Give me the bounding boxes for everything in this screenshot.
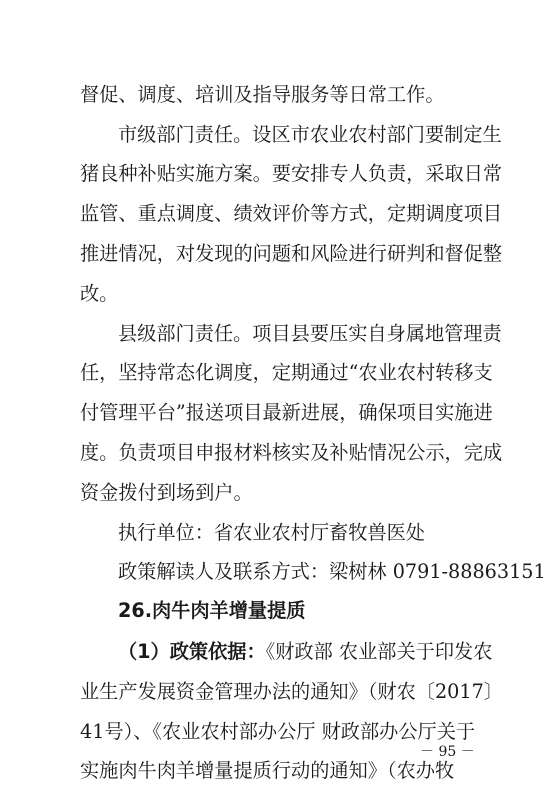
text-line: 度。负责项目申报材料核实及补贴情况公示，完成	[80, 441, 503, 464]
policy-basis-text: 《财政部 农业部关于印发农	[265, 640, 493, 663]
text-line: 县级部门责任。项目县要压实自身属地管理责	[118, 322, 502, 345]
text-line: 监管、重点调度、绩效评价等方式，定期调度项目	[80, 202, 503, 225]
policy-contact: 政策解读人及联系方式：梁树林 0791-88863151	[118, 560, 546, 583]
page-number: － 95 －	[420, 744, 475, 760]
policy-basis-first-line	[118, 641, 559, 663]
policy-basis-label: （1）政策依据：	[118, 640, 266, 663]
text-line: 资金拨付到场到户。	[80, 481, 253, 504]
text-line: 改。	[80, 282, 119, 305]
text-line: 推进情况，对发现的问题和风险进行研判和督促整	[80, 242, 503, 265]
text-line: 猪良种补贴实施方案。要安排专人负责，采取日常	[80, 162, 503, 185]
text-line: 督促、调度、培训及指导服务等日常工作。	[80, 83, 445, 106]
text-line: 41号）、《农业农村部办公厅 财政部办公厅关于	[80, 720, 476, 743]
text-line: 业生产发展资金管理办法的通知》（财农〔2017〕	[80, 680, 503, 703]
executing-unit: 执行单位：省农业农村厅畜牧兽医处	[118, 521, 425, 544]
text-line: 付管理平台”报送项目最新进展，确保项目实施进	[80, 401, 493, 424]
text-line: 任，坚持常态化调度，定期通过“农业农村转移支	[80, 361, 493, 384]
text-line: 实施肉牛肉羊增量提质行动的通知》（农办牧	[80, 759, 455, 782]
text-line: 市级部门责任。设区市农业农村部门要制定生	[118, 123, 502, 146]
section-heading: 26.肉牛肉羊增量提质	[118, 599, 306, 622]
